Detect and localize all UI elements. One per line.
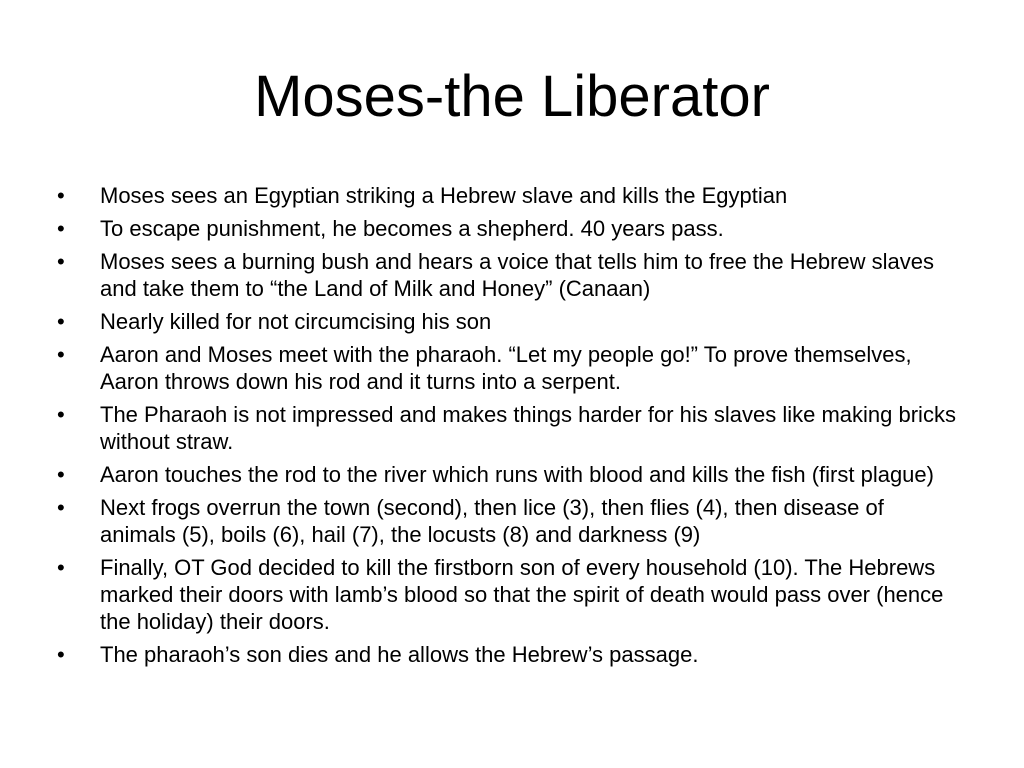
bullet-text: Aaron and Moses meet with the pharaoh. “Let my people go!” To prove themselves, Aaron throws down his rod and it turns into a serpent. bbox=[100, 342, 912, 394]
bullet-text: The pharaoh’s son dies and he allows the Hebrew’s passage. bbox=[100, 642, 699, 667]
bullet-icon: • bbox=[57, 309, 65, 334]
list-item bbox=[57, 341, 957, 395]
bullet-icon: • bbox=[57, 555, 65, 580]
list-item bbox=[57, 494, 957, 548]
list-item bbox=[57, 182, 957, 209]
bullet-list bbox=[57, 182, 957, 674]
bullet-icon: • bbox=[57, 183, 65, 208]
bullet-icon: • bbox=[57, 495, 65, 520]
list-item bbox=[57, 554, 957, 635]
slide-title: Moses-the Liberator bbox=[254, 64, 770, 129]
bullet-icon: • bbox=[57, 342, 65, 367]
list-item bbox=[57, 215, 957, 242]
bullet-text: Aaron touches the rod to the river which runs with blood and kills the fish (first plague) bbox=[100, 462, 934, 487]
list-item bbox=[57, 308, 957, 335]
list-item bbox=[57, 248, 957, 302]
bullet-icon: • bbox=[57, 216, 65, 241]
bullet-text: Moses sees an Egyptian striking a Hebrew slave and kills the Egyptian bbox=[100, 183, 788, 208]
bullet-text: Next frogs overrun the town (second), then lice (3), then flies (4), then disease of animals (5), boils (6), hail (7), the locusts (8) and darkness (9) bbox=[100, 495, 884, 547]
bullet-icon: • bbox=[57, 642, 65, 667]
bullet-text: Finally, OT God decided to kill the firstborn son of every household (10). The Hebrews marked their doors with lamb’s blood so that the spirit of death would pass over (hence the holiday) their doors. bbox=[100, 555, 944, 634]
bullet-text: To escape punishment, he becomes a shepherd. 40 years pass. bbox=[100, 216, 724, 241]
bullet-text: Nearly killed for not circumcising his son bbox=[100, 309, 492, 334]
bullet-icon: • bbox=[57, 462, 65, 487]
list-item bbox=[57, 401, 957, 455]
list-item bbox=[57, 461, 957, 488]
bullet-icon: • bbox=[57, 402, 65, 427]
bullet-text: Moses sees a burning bush and hears a voice that tells him to free the Hebrew slaves and take them to “the Land of Milk and Honey” (Canaan) bbox=[100, 249, 935, 301]
bullet-text: The Pharaoh is not impressed and makes things harder for his slaves like making bricks without straw. bbox=[100, 402, 956, 454]
bullet-icon: • bbox=[57, 249, 65, 274]
list-item bbox=[57, 641, 957, 668]
